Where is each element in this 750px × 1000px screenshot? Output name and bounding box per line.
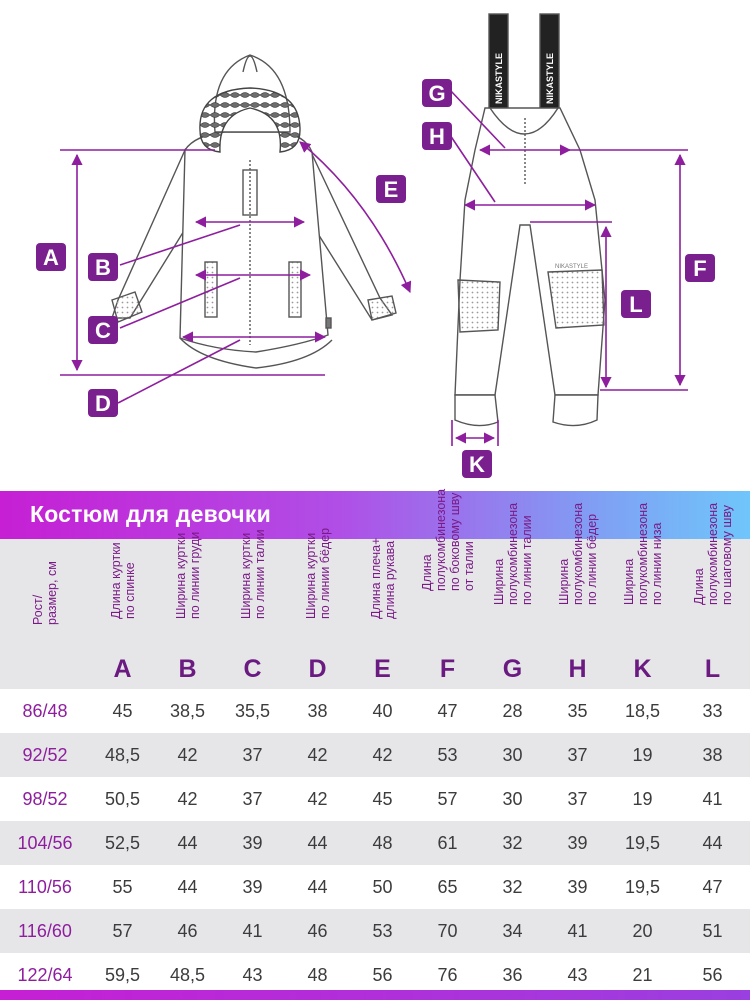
value-cell: 48	[372, 833, 393, 853]
value-cell: 43	[242, 965, 263, 985]
value-cell: 37	[567, 789, 588, 809]
table-row	[0, 865, 750, 909]
value-cell: 32	[502, 833, 523, 853]
value-cell: 32	[502, 877, 523, 897]
value-cell: 19,5	[624, 877, 661, 897]
column-header-label: Длина полукомбинезона по боковому шву от талии	[419, 488, 476, 591]
marker-d	[88, 389, 118, 417]
value-cell: 38	[307, 701, 328, 721]
column-header	[285, 527, 350, 689]
value-cell: 42	[307, 789, 328, 809]
value-cell: 18,5	[624, 701, 661, 721]
column-header	[480, 502, 545, 689]
value-cell: 36	[502, 965, 523, 985]
column-header	[90, 539, 155, 689]
column-header	[155, 531, 220, 689]
value-cell: 37	[567, 745, 588, 765]
table-row	[0, 777, 750, 821]
column-header-label: Ширина полукомбинезона по линии низа	[621, 502, 664, 605]
svg-text:H: H	[429, 124, 445, 149]
column-letter: B	[178, 655, 197, 683]
value-cell: 47	[437, 701, 458, 721]
value-cell: 55	[112, 877, 133, 897]
column-header-label: Рост/ размер, см	[31, 561, 59, 625]
column-letter: G	[502, 655, 523, 683]
value-cell: 42	[307, 745, 328, 765]
column-letter: E	[374, 655, 391, 683]
value-cell: 41	[242, 921, 263, 941]
value-cell: 57	[112, 921, 133, 941]
value-cell: 45	[112, 701, 133, 721]
column-header-label: Ширина куртки по линии груди	[173, 531, 202, 619]
column-header-label: Длина плеча+ длина рукава	[368, 537, 397, 619]
column-header-label: Длина куртки по спинке	[108, 542, 137, 619]
value-cell: 44	[307, 877, 328, 897]
value-cell: 39	[242, 833, 263, 853]
value-cell: 33	[702, 701, 723, 721]
value-cell: 50,5	[104, 789, 141, 809]
column-header	[545, 502, 610, 689]
value-cell: 39	[242, 877, 263, 897]
value-cell: 48,5	[169, 965, 206, 985]
svg-text:D: D	[95, 391, 111, 416]
size-cell: 122/64	[17, 965, 73, 985]
value-cell: 39	[567, 833, 588, 853]
value-cell: 34	[502, 921, 523, 941]
column-letter: A	[113, 655, 132, 683]
value-cell: 41	[702, 789, 723, 809]
jacket-drawing	[112, 55, 396, 368]
value-cell: 65	[437, 877, 458, 897]
value-cell: 59,5	[104, 965, 141, 985]
value-cell: 46	[307, 921, 328, 941]
column-header	[675, 502, 750, 689]
size-cell: 98/52	[22, 789, 68, 809]
column-letter: H	[568, 655, 587, 683]
value-cell: 30	[502, 745, 523, 765]
value-cell: 37	[242, 789, 263, 809]
value-cell: 47	[702, 877, 723, 897]
value-cell: 50	[372, 877, 393, 897]
column-header	[220, 529, 285, 689]
size-cell: 110/56	[18, 877, 72, 897]
value-cell: 38	[702, 745, 723, 765]
column-letter: L	[704, 655, 721, 683]
marker-g	[422, 79, 452, 107]
svg-text:B: B	[95, 255, 111, 280]
svg-text:K: K	[469, 452, 485, 477]
strap-brand-left: NIKASTYLE	[494, 52, 504, 104]
value-cell: 35	[567, 701, 588, 721]
value-cell: 76	[437, 965, 458, 985]
marker-k	[462, 450, 492, 478]
value-cell: 61	[437, 833, 458, 853]
value-cell: 44	[177, 833, 198, 853]
value-cell: 40	[372, 701, 393, 721]
size-cell: 86/48	[22, 701, 68, 721]
column-header-label: Ширина куртки по линии бёдер	[303, 527, 332, 619]
column-letter: D	[308, 655, 327, 683]
table-row	[0, 689, 750, 733]
value-cell: 42	[177, 745, 198, 765]
marker-a	[36, 243, 66, 271]
svg-text:A: A	[43, 245, 59, 270]
marker-l	[621, 290, 651, 318]
column-header-label: Ширина куртки по линии талии	[238, 529, 267, 619]
value-cell: 42	[372, 745, 393, 765]
value-cell: 21	[632, 965, 653, 985]
value-cell: 19,5	[624, 833, 661, 853]
garment-measurement-diagram	[0, 0, 750, 490]
value-cell: 53	[437, 745, 458, 765]
value-cell: 52,5	[104, 833, 141, 853]
marker-c	[88, 316, 118, 344]
size-cell: 92/52	[22, 745, 68, 765]
marker-f	[685, 254, 715, 282]
bottom-accent-bar	[0, 990, 750, 1000]
table-row	[0, 733, 750, 777]
value-cell: 19	[632, 745, 653, 765]
value-cell: 70	[437, 921, 458, 941]
size-cell: 116/60	[18, 921, 72, 941]
overalls-brand-label: NIKASTYLE	[555, 264, 589, 270]
overalls-drawing	[455, 14, 605, 426]
marker-h	[422, 122, 452, 150]
svg-text:C: C	[95, 318, 111, 343]
svg-text:G: G	[428, 81, 446, 106]
value-cell: 51	[702, 921, 723, 941]
size-cell: 104/56	[17, 833, 73, 853]
value-cell: 46	[177, 921, 198, 941]
value-cell: 48,5	[104, 745, 141, 765]
table-row	[0, 909, 750, 953]
value-cell: 20	[632, 921, 653, 941]
svg-text:F: F	[693, 256, 707, 281]
column-header-label: Ширина полукомбинезона по линии бёдер	[556, 502, 599, 605]
column-header-label: Ширина полукомбинезона по линии талии	[491, 502, 534, 605]
column-letter: F	[439, 655, 456, 683]
column-header	[350, 539, 415, 689]
value-cell: 53	[372, 921, 393, 941]
svg-text:L: L	[629, 292, 643, 317]
value-cell: 39	[567, 877, 588, 897]
value-cell: 45	[372, 789, 393, 809]
page-title: Костюм для девочки	[30, 501, 271, 527]
value-cell: 28	[502, 701, 523, 721]
column-header	[0, 539, 90, 689]
marker-b	[88, 253, 118, 281]
column-header-label: Длина полукомбинезона по шаговому шву	[691, 502, 734, 605]
value-cell: 56	[702, 965, 723, 985]
column-header	[415, 488, 480, 689]
value-cell: 41	[567, 921, 588, 941]
value-cell: 38,5	[169, 701, 206, 721]
column-letter: C	[243, 655, 262, 683]
value-cell: 37	[242, 745, 263, 765]
value-cell: 30	[502, 789, 523, 809]
value-cell: 43	[567, 965, 588, 985]
value-cell: 19	[632, 789, 653, 809]
value-cell: 44	[177, 877, 198, 897]
value-cell: 56	[372, 965, 393, 985]
svg-text:E: E	[383, 177, 399, 202]
table-body	[0, 689, 750, 997]
table-row	[0, 821, 750, 865]
value-cell: 48	[307, 965, 328, 985]
value-cell: 44	[702, 833, 723, 853]
value-cell: 44	[307, 833, 328, 853]
column-letter: K	[633, 655, 652, 683]
marker-e	[376, 175, 406, 203]
column-header	[610, 502, 675, 689]
value-cell: 42	[177, 789, 198, 809]
value-cell: 57	[437, 789, 458, 809]
value-cell: 35,5	[234, 701, 271, 721]
strap-brand-right: NIKASTYLE	[545, 52, 555, 104]
